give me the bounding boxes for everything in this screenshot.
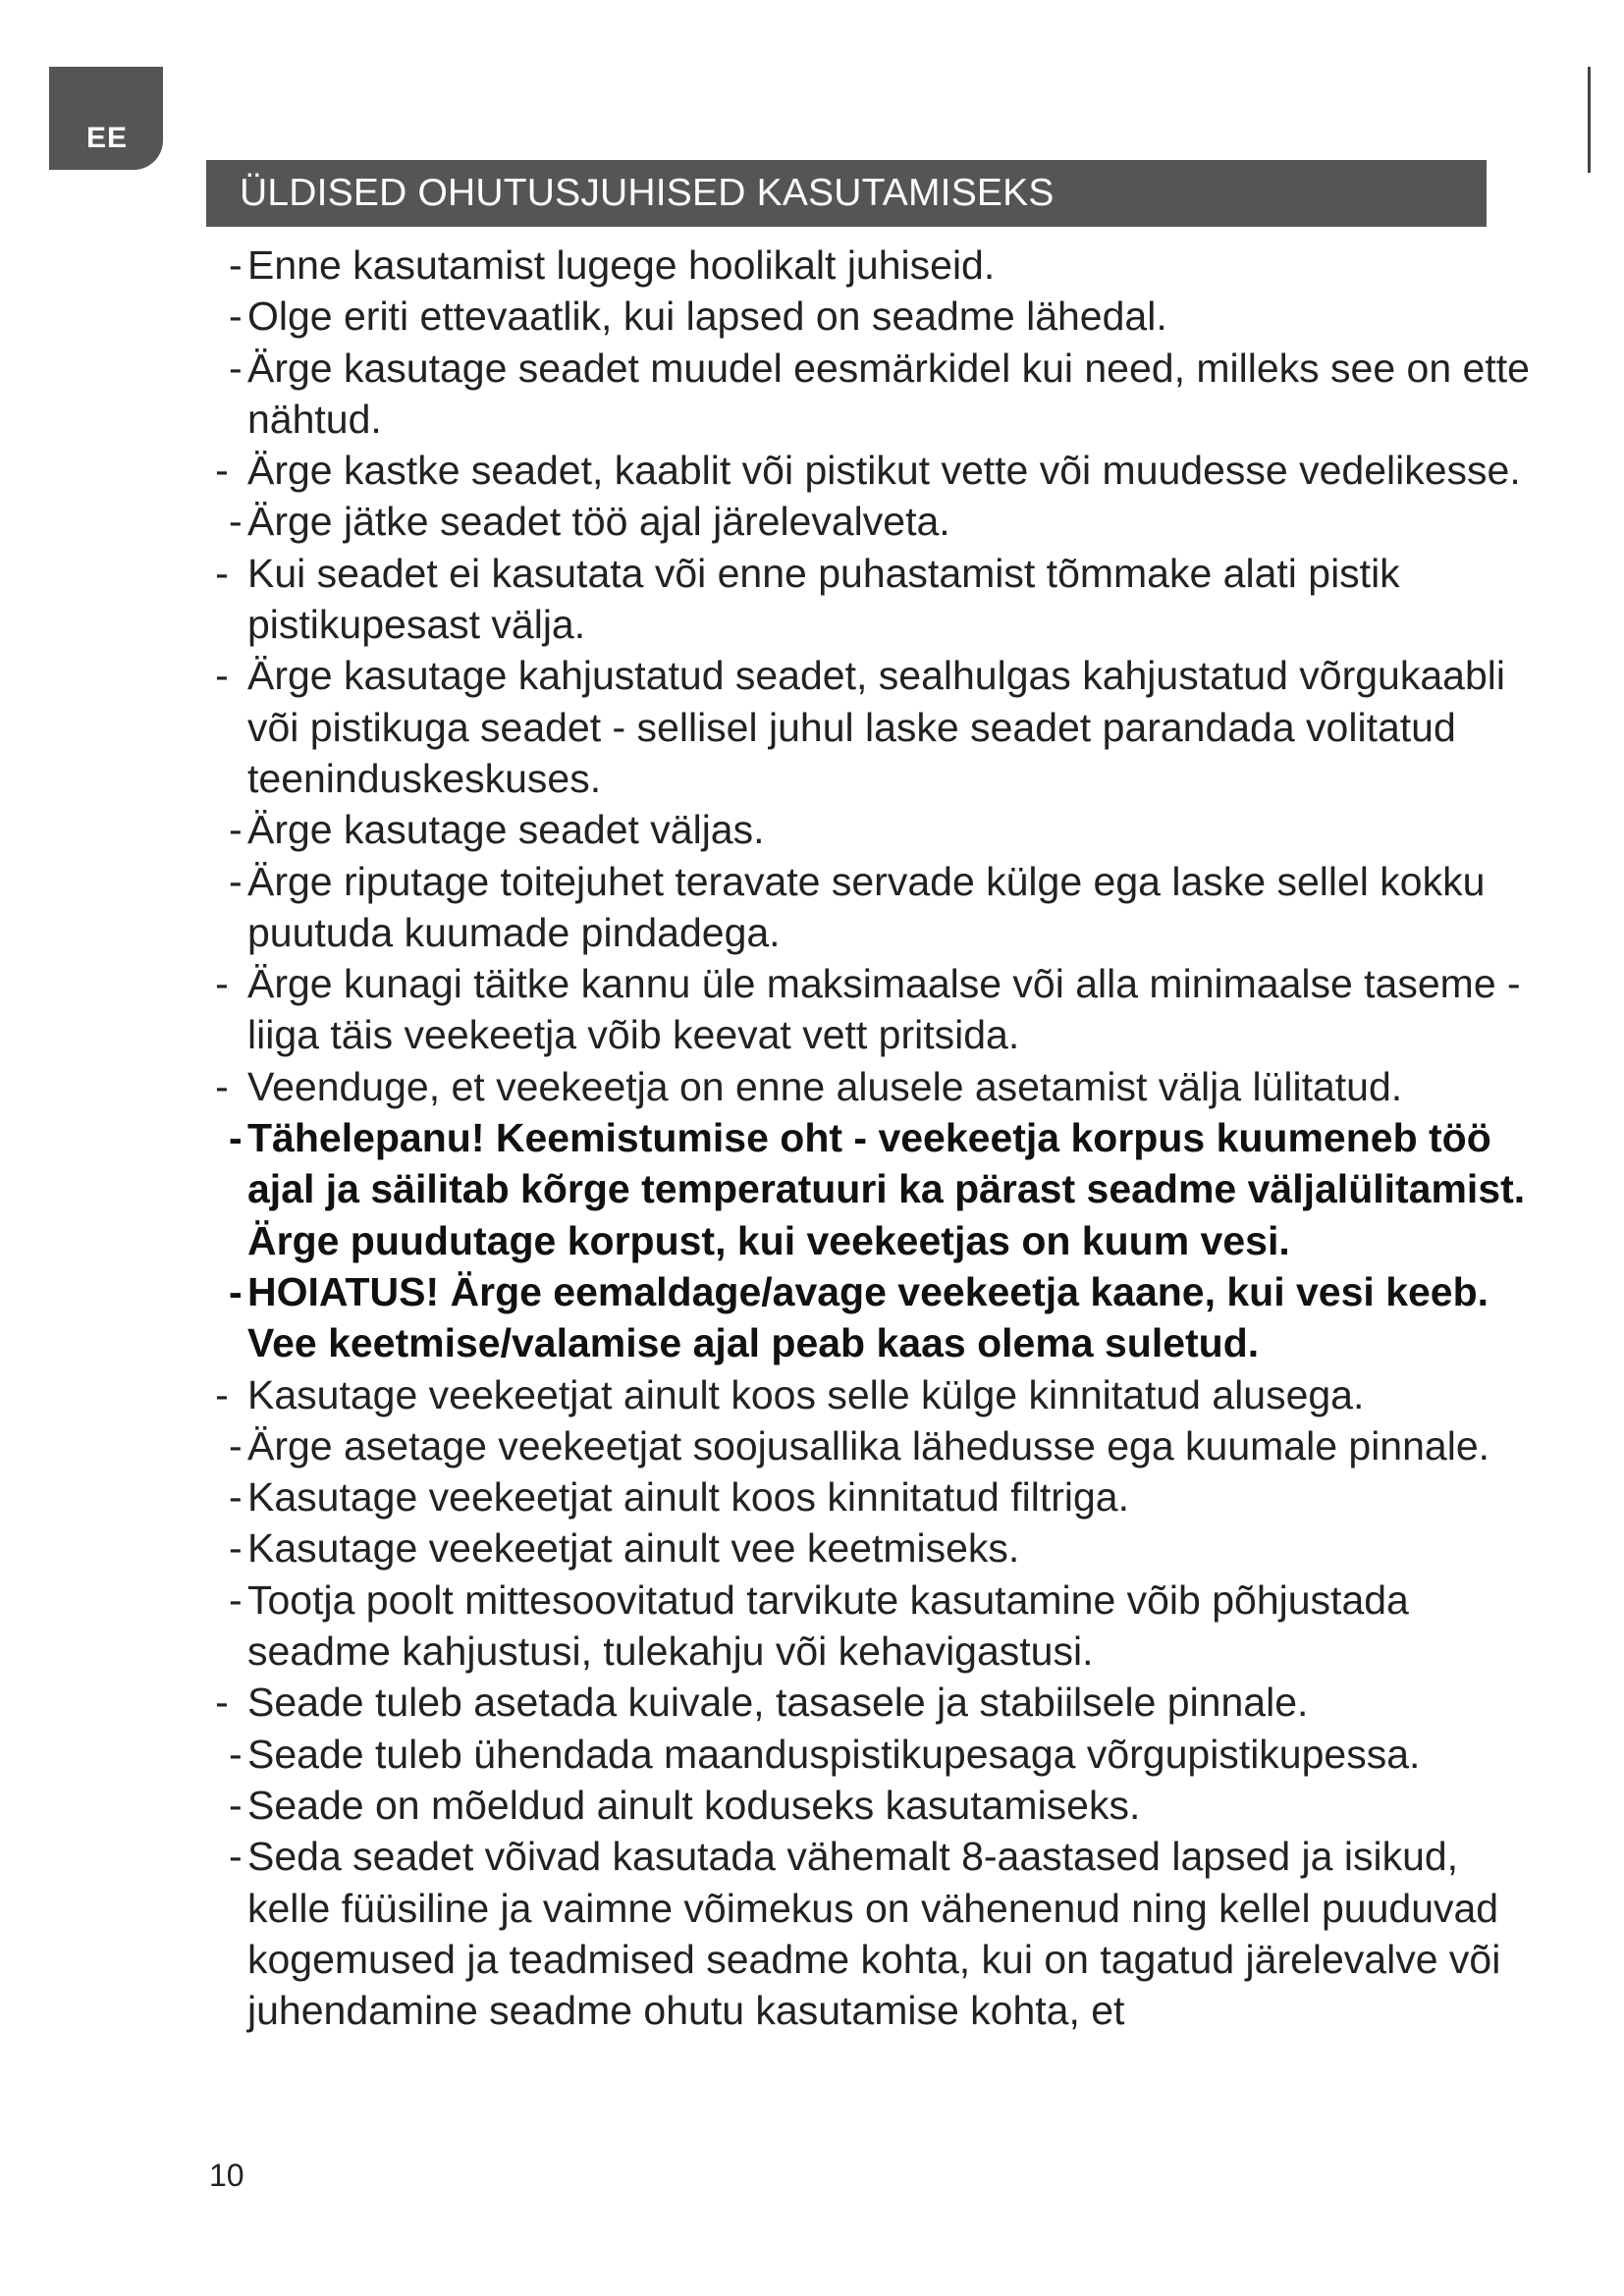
language-tab bbox=[49, 67, 163, 170]
list-item bbox=[196, 445, 1551, 496]
list-bullet-dash: - bbox=[229, 1834, 243, 1880]
list-item bbox=[196, 804, 1551, 855]
list-item bbox=[196, 1112, 1551, 1266]
list-bullet-dash: - bbox=[229, 1268, 243, 1314]
list-bullet-dash: - bbox=[229, 1576, 243, 1623]
list-item bbox=[196, 1471, 1551, 1522]
list-item bbox=[196, 291, 1551, 342]
list-item-text: Ärge asetage veekeetjat soojusallika lähedusse ega kuumale pinnale. bbox=[247, 1422, 1490, 1468]
list-item bbox=[196, 1420, 1551, 1471]
list-item bbox=[196, 1780, 1551, 1831]
list-bullet-dash: - bbox=[215, 550, 229, 596]
list-bullet-dash: - bbox=[215, 1063, 229, 1109]
section-title: ÜLDISED OHUTUSJUHISED KASUTAMISEKS bbox=[240, 172, 1055, 214]
list-item bbox=[196, 1677, 1551, 1728]
list-bullet-dash: - bbox=[229, 1782, 243, 1828]
list-item-text: Veenduge, et veekeetja on enne alusele asetamist välja lülitatud. bbox=[247, 1063, 1403, 1109]
list-bullet-dash: - bbox=[229, 1525, 243, 1572]
list-item bbox=[196, 1522, 1551, 1574]
list-bullet-dash: - bbox=[229, 807, 243, 853]
list-item-text: Kui seadet ei kasutata või enne puhastamist tõmmake alati pistik pistikupesast välja. bbox=[247, 550, 1400, 648]
list-item-text: Kasutage veekeetjat ainult vee keetmiseks. bbox=[247, 1525, 1020, 1572]
list-item bbox=[196, 856, 1551, 959]
list-bullet-dash: - bbox=[215, 448, 229, 494]
page-edge-line bbox=[1588, 67, 1591, 173]
list-bullet-dash: - bbox=[229, 499, 243, 545]
list-item-text: Seade tuleb asetada kuivale, tasasele ja stabiilsele pinnale. bbox=[247, 1680, 1309, 1726]
list-item-text: Ärge kunagi täitke kannu üle maksimaalse või alla minimaalse taseme - liiga täis veekeetja võib keevat vett pritsida. bbox=[247, 961, 1521, 1058]
list-item bbox=[196, 496, 1551, 547]
list-item bbox=[196, 1729, 1551, 1780]
language-code: EE bbox=[86, 122, 129, 154]
list-item-text: Ärge kasutage seadet muudel eesmärkidel kui need, milleks see on ette nähtud. bbox=[247, 345, 1530, 442]
list-bullet-dash: - bbox=[215, 961, 229, 1007]
list-item bbox=[196, 548, 1551, 651]
list-item-text: Tootja poolt mittesoovitatud tarvikute kasutamine võib põhjustada seadme kahjustusi, tulekahju või kehavigastusi. bbox=[247, 1576, 1409, 1675]
list-item-text: Kasutage veekeetjat ainult koos kinnitatud filtriga. bbox=[247, 1474, 1129, 1521]
list-item-text: Ärge kasutage kahjustatud seadet, sealhulgas kahjustatud võrgukaabli või pistikuga seadet - sellisel juhul laske seadet parandada volitatud teeninduskeskuses. bbox=[247, 653, 1505, 801]
list-item bbox=[196, 1575, 1551, 1678]
list-item bbox=[196, 958, 1551, 1061]
list-bullet-dash: - bbox=[215, 653, 229, 699]
list-item-text: Seda seadet võivad kasutada vähemalt 8-aastased lapsed ja isikud, kelle füüsiline ja vaimne võimekus on vähenenud ning kellel puuduvad kogemused ja teadmised seadme kohta, kui on tagatud järelevalve või juhendamine seadme ohutu kasutamise kohta, et bbox=[247, 1834, 1501, 2034]
list-item-text: Olge eriti ettevaatlik, kui lapsed on seadme lähedal. bbox=[247, 294, 1167, 340]
list-item bbox=[196, 240, 1551, 291]
list-bullet-dash: - bbox=[229, 858, 243, 904]
list-item bbox=[196, 1061, 1551, 1112]
list-item bbox=[196, 1266, 1551, 1369]
list-bullet-dash: - bbox=[229, 242, 243, 288]
list-item-text: Ärge kastke seadet, kaablit või pistikut vette või muudesse vedelikesse. bbox=[247, 448, 1521, 494]
list-bullet-dash: - bbox=[215, 1680, 229, 1726]
list-bullet-dash: - bbox=[229, 345, 243, 391]
list-bullet-dash: - bbox=[229, 1422, 243, 1468]
list-item-text: Ärge kasutage seadet väljas. bbox=[247, 807, 765, 853]
list-bullet-dash: - bbox=[229, 294, 243, 340]
list-item-text: Ärge jätke seadet töö ajal järelevalveta. bbox=[247, 499, 950, 545]
list-bullet-dash: - bbox=[229, 1474, 243, 1521]
list-item-text: Ärge riputage toitejuhet teravate servade külge ega laske sellel kokku puutuda kuumade pindadega. bbox=[247, 858, 1486, 955]
list-bullet-dash: - bbox=[229, 1115, 243, 1161]
list-item bbox=[196, 1831, 1551, 2036]
list-item-text: Kasutage veekeetjat ainult koos selle külge kinnitatud alusega. bbox=[247, 1371, 1365, 1417]
list-item-text: HOIATUS! Ärge eemaldage/avage veekeetja kaane, kui vesi keeb. Vee keetmise/valamise ajal peab kaas olema suletud. bbox=[247, 1268, 1489, 1366]
list-item-text: Seade tuleb ühendada maanduspistikupesaga võrgupistikupessa. bbox=[247, 1731, 1421, 1777]
list-item-text: Seade on mõeldud ainult koduseks kasutamiseks. bbox=[247, 1782, 1141, 1828]
page-number: 10 bbox=[209, 2158, 244, 2193]
list-bullet-dash: - bbox=[229, 1731, 243, 1777]
list-item-text: Tähelepanu! Keemistumise oht - veekeetja korpus kuumeneb töö ajal ja säilitab kõrge temperatuuri ka pärast seadme väljalülitamist. Ärge puudutage korpust, kui veekeetjas on kuum vesi. bbox=[247, 1115, 1526, 1263]
list-item bbox=[196, 1369, 1551, 1420]
list-bullet-dash: - bbox=[215, 1371, 229, 1417]
safety-instructions-list bbox=[196, 240, 1551, 2036]
section-title-bar bbox=[206, 160, 1487, 227]
list-item-text: Enne kasutamist lugege hoolikalt juhiseid. bbox=[247, 242, 996, 288]
list-item bbox=[196, 650, 1551, 804]
list-item bbox=[196, 343, 1551, 446]
